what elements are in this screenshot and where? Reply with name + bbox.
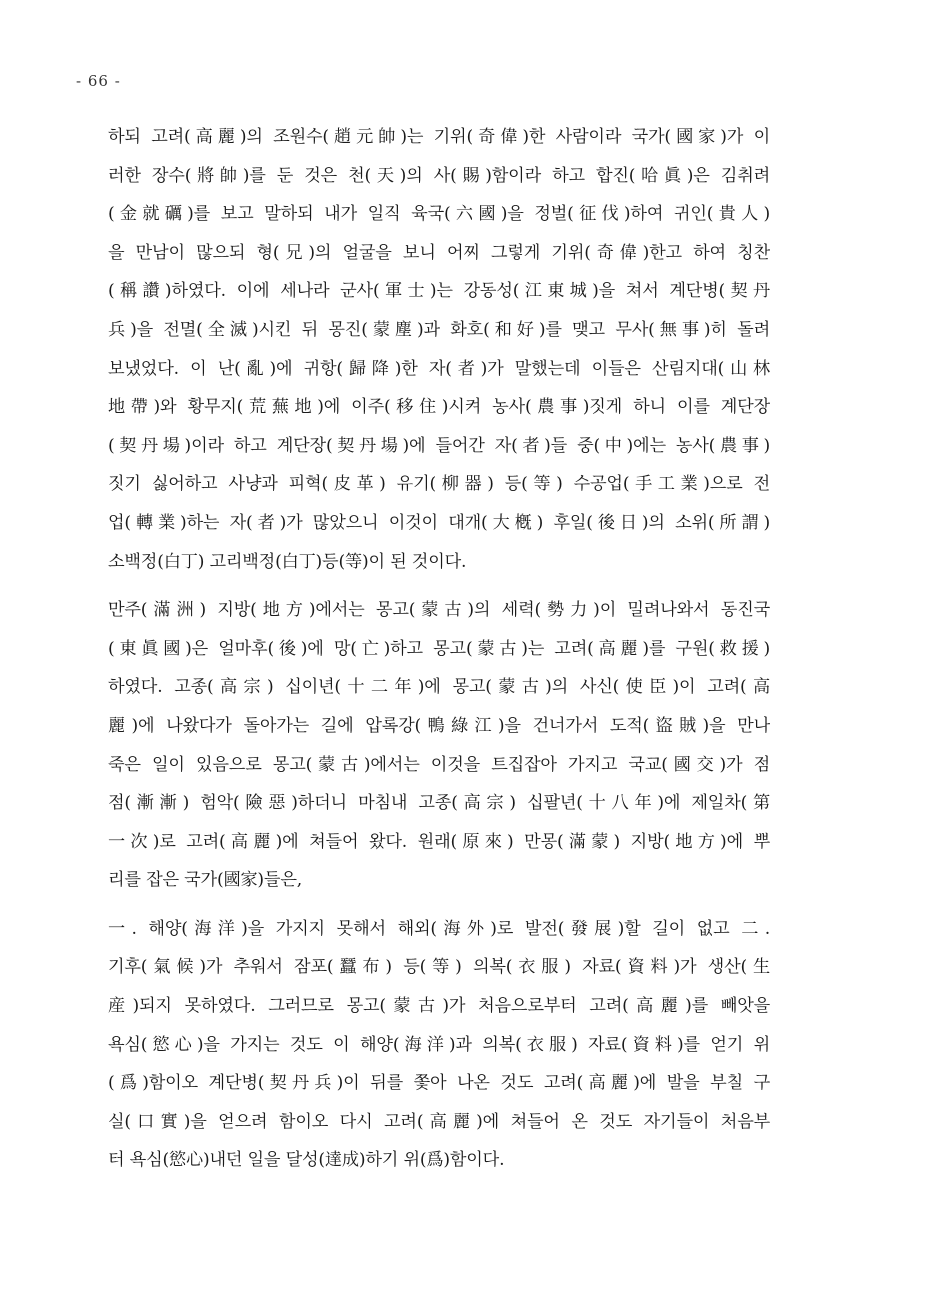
- text-line: 업(轉業)하는 자(者)가 많았으니 이것이 대개(大槪) 후일(後日)의 소위(所謂): [108, 512, 770, 533]
- paragraph-gap: [108, 581, 770, 591]
- text-line: 兵)을 전멸(全滅)시킨 뒤 몽진(蒙塵)과 화호(和好)를 맺고 무사(無事)히 돌려: [108, 319, 770, 340]
- text-line: 짓기 싫어하고 사냥과 피혁(皮革) 유기(柳器) 등(等) 수공업(手工業)으로 전: [108, 474, 770, 495]
- text-line: 보냈었다. 이 난(亂)에 귀항(歸降)한 자(者)가 말했는데 이들은 산림지대(山林: [108, 358, 770, 379]
- text-line: 産)되지 못하였다. 그러므로 몽고(蒙古)가 처음으로부터 고려(高麗)를 빼앗을: [108, 996, 770, 1017]
- paragraph-gap: [108, 900, 770, 910]
- text-line: 地帶)와 황무지(荒蕪地)에 이주(移住)시켜 농사(農事)짓게 하니 이를 계단장: [108, 397, 770, 418]
- text-line: (稱讚)하였다. 이에 세나라 군사(軍士)는 강동성(江東城)을 쳐서 계단병(契丹: [108, 281, 770, 302]
- text-line: 을 만남이 많으되 형(兄)의 얼굴을 보니 어찌 그렇게 기위(奇偉)한고 하여 칭찬: [108, 242, 770, 263]
- text-line: 터 욕심(慾心)내던 일을 달성(達成)하기 위(爲)함이다.: [108, 1150, 505, 1171]
- text-line: 욕심(慾心)을 가지는 것도 이 해양(海洋)과 의복(衣服) 자료(資料)를 얻기 위: [108, 1034, 770, 1055]
- text-line: 죽은 일이 있음으로 몽고(蒙古)에서는 이것을 트집잡아 가지고 국교(國交)가 점: [108, 754, 770, 775]
- text-line: 기후(氣候)가 추워서 잠포(蠶布) 등(等) 의복(衣服) 자료(資料)가 생산(生: [108, 957, 770, 978]
- text-line: 실(口實)을 얻으려 함이오 다시 고려(高麗)에 쳐들어 온 것도 자기들이 처음부: [108, 1111, 770, 1132]
- text-line: 하되 고려(高麗)의 조원수(趙元帥)는 기위(奇偉)한 사람이라 국가(國家)가 이: [108, 127, 770, 147]
- text-line: (東眞國)은 얼마후(後)에 망(亡)하고 몽고(蒙古)는 고려(高麗)를 구원(救援): [108, 638, 770, 659]
- text-line: 一次)로 고려(高麗)에 쳐들어 왔다. 원래(原來) 만몽(滿蒙) 지방(地方)에 뿌: [108, 831, 770, 852]
- text-line: 麗)에 나왔다가 돌아가는 길에 압록강(鴨綠江)을 건너가서 도적(盜賊)을 만나: [108, 715, 770, 736]
- text-line: 소백정(白丁) 고리백정(白丁)등(等)이 된 것이다.: [108, 551, 467, 572]
- text-line: (契丹場)이라 하고 계단장(契丹場)에 들어간 자(者)들 중(中)에는 농사(農事): [108, 435, 770, 456]
- body-text: [108, 118, 770, 1180]
- text-line: 만주(滿洲) 지방(地方)에서는 몽고(蒙古)의 세력(勢力)이 밀려나와서 동진국: [108, 600, 770, 621]
- text-line: (爲)함이오 계단병(契丹兵)이 뒤를 쫓아 나온 것도 고려(高麗)에 발을 부칠 구: [108, 1073, 770, 1094]
- text-line: 리를 잡은 국가(國家)들은,: [108, 870, 303, 891]
- text-line: 점(漸漸) 험악(險惡)하더니 마침내 고종(高宗) 십팔년(十八年)에 제일차(第: [108, 793, 770, 814]
- paragraph-2: [108, 591, 770, 900]
- text-line: (金就礪)를 보고 말하되 내가 일직 육국(六國)을 정벌(征伐)하여 귀인(貴人): [108, 204, 770, 225]
- paragraph-3: [108, 910, 770, 1180]
- text-line: 一. 해양(海洋)을 가지지 못해서 해외(海外)로 발전(發展)할 길이 없고 二.: [108, 918, 770, 939]
- text-line: 러한 장수(將帥)를 둔 것은 천(天)의 사(賜)함이라 하고 합진(哈眞)은 김취려: [108, 165, 770, 186]
- text-line: 하였다. 고종(高宗) 십이년(十二年)에 몽고(蒙古)의 사신(使臣)이 고려(高: [108, 677, 770, 698]
- paragraph-1: [108, 118, 770, 581]
- page-number: - 66 -: [76, 72, 121, 90]
